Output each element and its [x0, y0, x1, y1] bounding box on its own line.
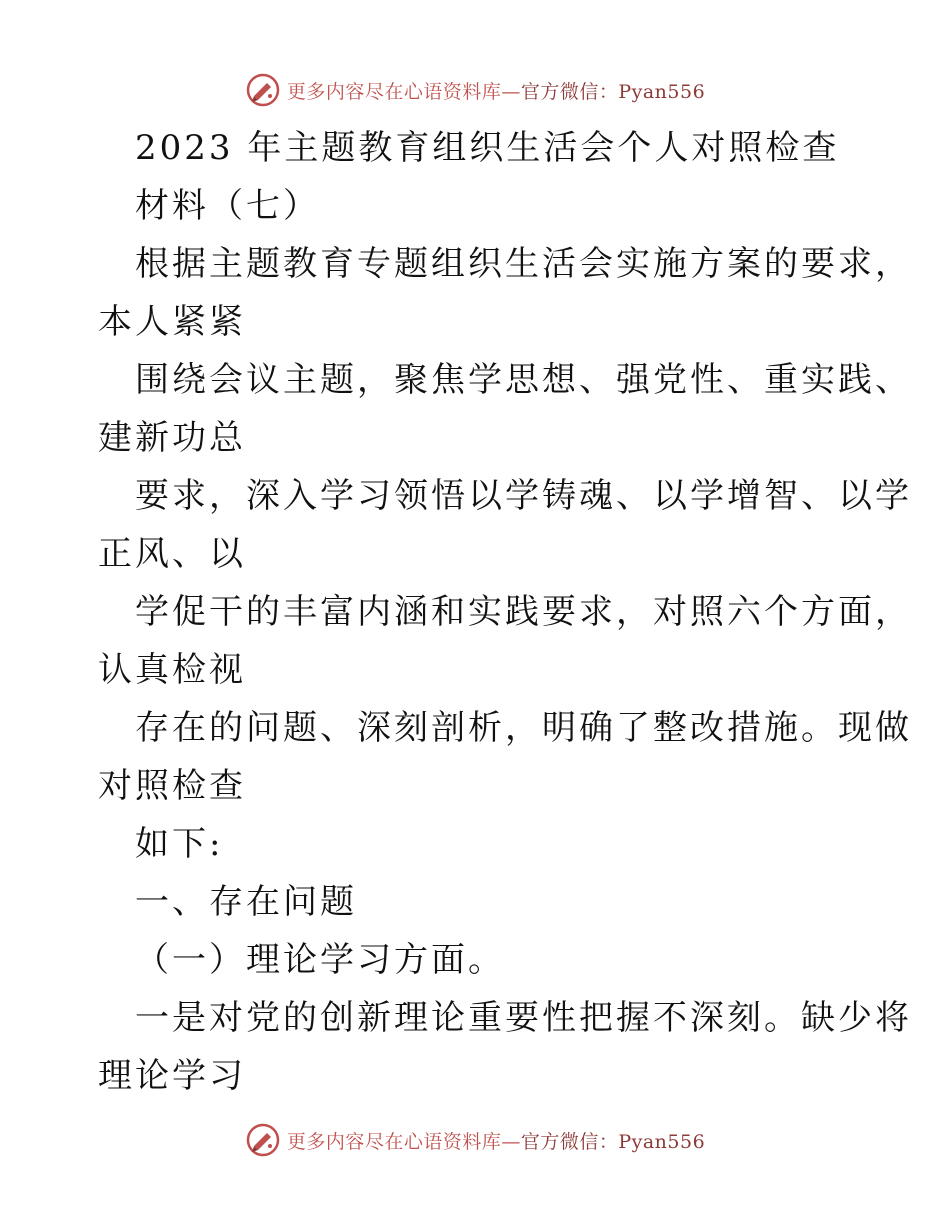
pen-logo-icon	[245, 72, 281, 108]
paragraph-line: 存在的问题、深刻剖析，明确了整改措施。现做	[135, 708, 912, 748]
paragraph-line: 建新功总	[98, 418, 246, 458]
paragraph-line: 本人紧紧	[98, 302, 246, 342]
paragraph-line: 理论学习	[98, 1056, 246, 1096]
subsection-heading: （一）理论学习方面。	[135, 940, 505, 980]
paragraph-line: 对照检查	[98, 766, 246, 806]
header-watermark	[0, 68, 950, 112]
footer-watermark	[0, 1118, 950, 1162]
paragraph-line: 根据主题教育专题组织生活会实施方案的要求，	[135, 244, 912, 284]
paragraph-line: 一是对党的创新理论重要性把握不深刻。缺少将	[135, 998, 912, 1038]
paragraph-line: 围绕会议主题，聚焦学思想、强党性、重实践、	[135, 360, 912, 400]
paragraph-line: 认真检视	[98, 650, 246, 690]
paragraph-line: 要求，深入学习领悟以学铸魂、以学增智、以学	[135, 476, 912, 516]
paragraph-line: 正风、以	[98, 534, 246, 574]
paragraph-line: 如下:	[135, 824, 224, 864]
paragraph-line: 学促干的丰富内涵和实践要求，对照六个方面，	[135, 592, 912, 632]
watermark-text: 更多内容尽在心语资料库—官方微信：Pyan556	[286, 1130, 706, 1153]
section-heading: 一、存在问题	[135, 882, 357, 922]
document-title-line-1: 2023 年主题教育组织生活会个人对照检查	[135, 128, 840, 168]
pen-logo-icon	[245, 1122, 281, 1158]
watermark-text: 更多内容尽在心语资料库—官方微信：Pyan556	[286, 80, 706, 103]
document-title-line-2: 材料（七）	[135, 186, 320, 226]
